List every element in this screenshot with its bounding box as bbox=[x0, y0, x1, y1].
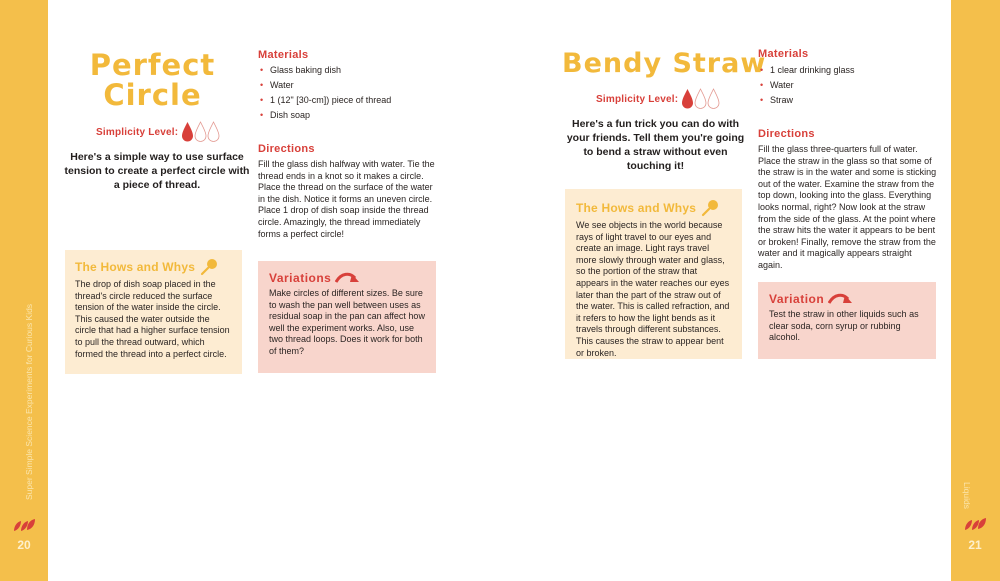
directions-heading: Directions bbox=[258, 143, 315, 155]
hows-heading-row bbox=[75, 258, 232, 276]
directions-heading: Directions bbox=[758, 128, 815, 140]
leaf-logo-icon bbox=[12, 518, 36, 532]
hows-text: The drop of dish soap placed in the thread's circle reduced the surface tension of the water inside the circle. This caused the water outside the circle that had a higher surface tension to pull the thread outward, which formed the thread into a perfect circle. bbox=[75, 279, 230, 359]
magnifier-icon bbox=[199, 258, 219, 276]
page-number-right: 21 bbox=[968, 538, 982, 552]
experiment-intro: Here's a simple way to use surface tension to create a perfect circle with a piece of thread. bbox=[64, 151, 250, 191]
variation-box bbox=[758, 282, 936, 359]
hows-heading: The Hows and Whys bbox=[75, 260, 196, 274]
magnifier-icon bbox=[700, 199, 720, 217]
drop-empty-icon bbox=[194, 121, 207, 143]
page-number-left: 20 bbox=[17, 538, 31, 552]
simplicity-drops bbox=[181, 121, 220, 143]
experiment-title: Bendy Straw bbox=[562, 48, 767, 79]
material-item: • Glass baking dish bbox=[258, 63, 448, 78]
material-item: • Straw bbox=[758, 93, 943, 108]
chapter-title-spine: Liquids bbox=[962, 482, 972, 509]
drop-empty-icon bbox=[207, 121, 220, 143]
variation-text: Test the straw in other liquids such as clear soda, corn syrup or rubbing alcohol. bbox=[769, 309, 919, 343]
drop-empty-icon bbox=[707, 88, 720, 110]
material-item: • Water bbox=[758, 78, 943, 93]
variations-heading: Variations bbox=[269, 271, 332, 285]
curved-arrow-icon bbox=[828, 293, 854, 305]
material-item: • 1 (12" [30-cm]) piece of thread bbox=[258, 93, 448, 108]
materials-heading: Materials bbox=[258, 49, 309, 61]
variations-text: Make circles of different sizes. Be sure to wash the pan well between uses as residual soap in the pan can affect how well the experiment works. Also, use two thread loops. Does it work for both of them? bbox=[269, 288, 425, 356]
material-item: • 1 clear drinking glass bbox=[758, 63, 943, 78]
hows-and-whys-box bbox=[565, 189, 742, 359]
simplicity-level bbox=[596, 88, 720, 110]
hows-text: We see objects in the world because rays of light travel to our eyes and create an image. Light rays travel more slowly through water and glass, so the portion of the straw that appears in the water reaches our eyes later than the part of the straw out of the water. This is called refraction, and it refers to how the light bends as it travels through different substances. This causes the straw to appear bent or broken. bbox=[576, 220, 730, 358]
drop-filled-icon bbox=[181, 121, 194, 143]
variation-heading: Variation bbox=[769, 292, 825, 306]
variation-heading-row bbox=[769, 292, 925, 306]
book-title-spine: Super Simple Science Experiments for Curious Kids bbox=[24, 303, 34, 500]
material-item: • Dish soap bbox=[258, 108, 448, 123]
experiment-title bbox=[70, 50, 235, 111]
drop-empty-icon bbox=[694, 88, 707, 110]
title-line-1: Perfect bbox=[89, 48, 216, 82]
variations-box bbox=[258, 261, 436, 373]
title-line-2: Circle bbox=[103, 78, 202, 113]
simplicity-drops bbox=[681, 88, 720, 110]
hows-and-whys-box bbox=[65, 250, 242, 374]
materials-heading: Materials bbox=[758, 48, 809, 60]
directions-text: Fill the glass three-quarters full of water. Place the straw in the glass so that some of the straw is in the water and some is sticking out of the water. Examine the straw from the top down, looking into the glass. Everything looks normal, right? Now look at the straw from the side of the glass. At the point where the straw hits the water it appears to be bent or broken! Finally, remove the straw from the water and it magically appears straight again. bbox=[758, 144, 937, 270]
variations-heading-row bbox=[269, 271, 425, 285]
simplicity-label: Simplicity Level: bbox=[596, 93, 679, 105]
experiment-intro: Here's a fun trick you can do with your friends. Tell them you're going to bend a straw without even touching it! bbox=[566, 118, 745, 172]
right-page-margin-band bbox=[951, 0, 1000, 581]
materials-list bbox=[258, 63, 448, 123]
curved-arrow-icon bbox=[335, 272, 361, 284]
simplicity-label: Simplicity Level: bbox=[96, 126, 179, 138]
material-item: • Water bbox=[258, 78, 448, 93]
directions-text: Fill the glass dish halfway with water. Tie the thread ends in a knot so it makes a circle. Place the thread on the surface of the water in the dish. Notice it forms an uneven circle. Place 1 drop of dish soap inside the thread circle. Amazingly, the thread immediately forms a perfect circle! bbox=[258, 159, 435, 239]
materials-list bbox=[758, 63, 943, 108]
hows-heading-row bbox=[576, 199, 731, 217]
hows-heading: The Hows and Whys bbox=[576, 201, 697, 215]
simplicity-level bbox=[96, 121, 220, 143]
leaf-logo-icon bbox=[963, 517, 987, 531]
drop-filled-icon bbox=[681, 88, 694, 110]
